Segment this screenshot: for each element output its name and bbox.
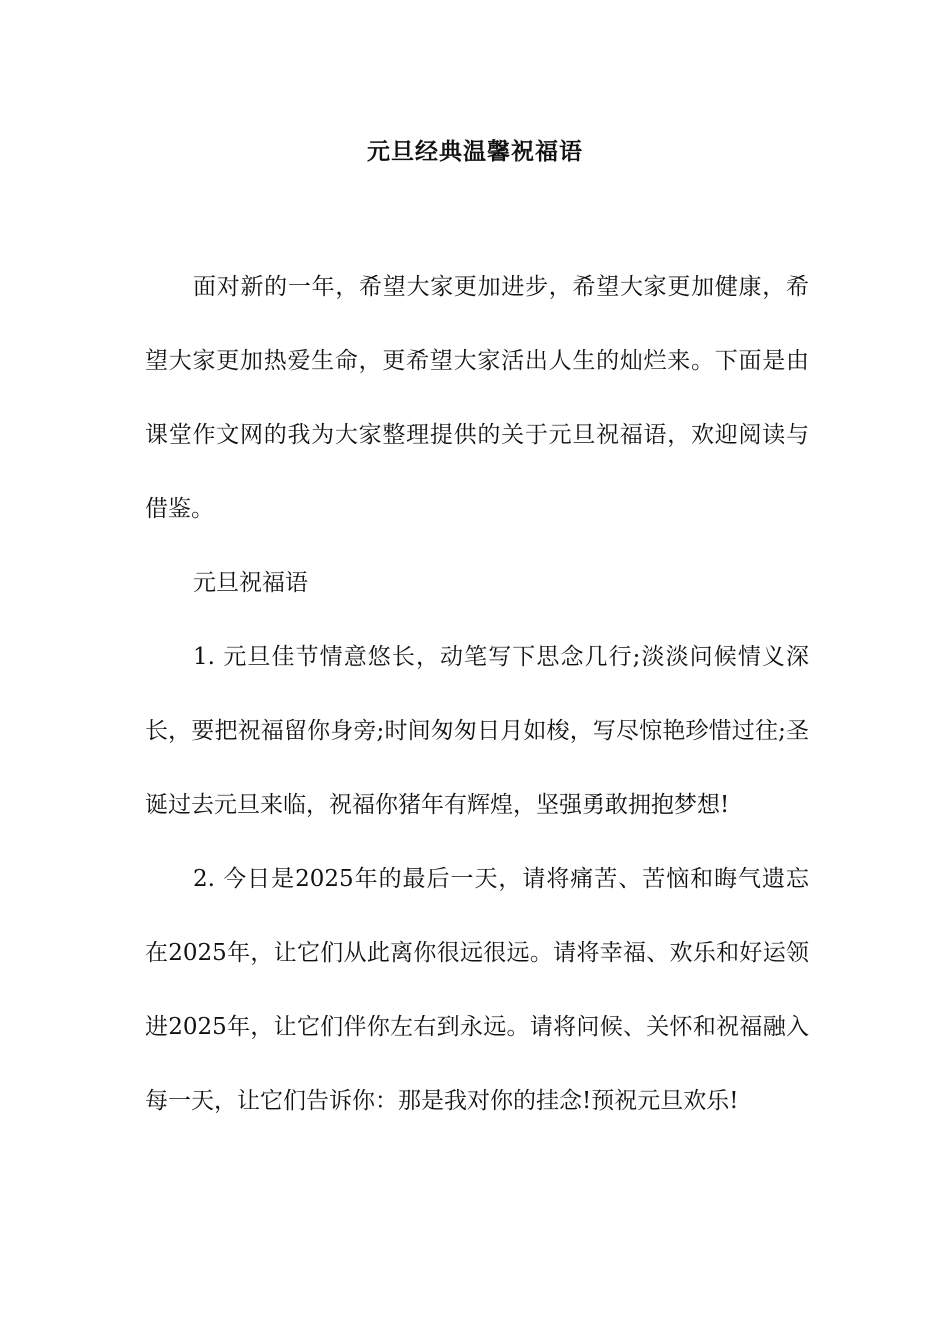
greeting-item-2: 2. 今日是2025年的最后一天，请将痛苦、苦恼和晦气遗忘在2025年，让它们从此离你很远很远。请将幸福、欢乐和好运领进2025年，让它们伴你左右到永远。请将问候、关怀和祝福融入每一天，让它们告诉你：那是我对你的挂念!预祝元旦欢乐! (145, 866, 809, 1114)
document-title: 元旦经典温馨祝福语 (367, 138, 583, 165)
document-body (145, 250, 809, 1138)
section-heading: 元旦祝福语 (193, 570, 308, 596)
intro-paragraph: 面对新的一年，希望大家更加进步，希望大家更加健康，希望大家更加热爱生命，更希望大家活出人生的灿烂来。下面是由课堂作文网的我为大家整理提供的关于元旦祝福语，欢迎阅读与借鉴。 (145, 274, 809, 522)
greeting-item-1: 1. 元旦佳节情意悠长，动笔写下思念几行;淡淡问候情义深长，要把祝福留你身旁;时间匆匆日月如梭，写尽惊艳珍惜过往;圣诞过去元旦来临，祝福你猪年有辉煌，坚强勇敢拥抱梦想! (145, 644, 809, 818)
